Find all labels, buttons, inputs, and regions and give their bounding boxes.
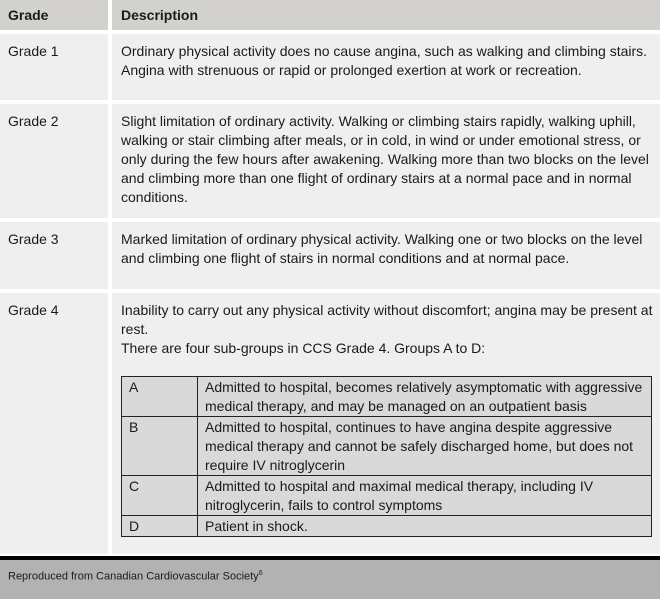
grade-cell: Grade 2: [0, 104, 108, 218]
subgroup-key: B: [122, 417, 198, 476]
subgroup-text: Admitted to hospital, continues to have angina despite aggressive medical therapy and cannot be safely discharged home, but does not require IV nitroglycerin: [198, 417, 652, 476]
subgroup-row: [122, 417, 652, 476]
subgroup-key: A: [122, 377, 198, 417]
table-row: [0, 34, 660, 100]
description-cell: Marked limitation of ordinary physical activity. Walking one or two blocks on the level and climbing one flight of stairs in normal conditions and at normal pace.: [112, 222, 660, 289]
description-cell: [112, 293, 660, 554]
subgroup-text: Admitted to hospital, becomes relatively asymptomatic with aggressive medical therapy, and may be managed on an outpatient basis: [198, 377, 652, 417]
footer-text: Reproduced from Canadian Cardiovascular Society: [8, 570, 259, 583]
subgroup-row: [122, 516, 652, 537]
subgroup-row: [122, 476, 652, 516]
table-row: [0, 104, 660, 218]
table-row: [0, 222, 660, 289]
subgroup-key: C: [122, 476, 198, 516]
subgroup-table: [121, 376, 652, 537]
description-cell: Ordinary physical activity does no cause angina, such as walking and climbing stairs. Angina with strenuous or rapid or prolonged exertion at work or recreation.: [112, 34, 660, 100]
subgroup-key: D: [122, 516, 198, 537]
description-cell: Slight limitation of ordinary activity. Walking or climbing stairs rapidly, walking uphill, walking or stair climbing after meals, or in cold, in wind or under emotional stress, or only during the few hours after awakening. Walking more than two blocks on the level and climbing more than one flight of ordinary stairs at a normal pace and in normal conditions.: [112, 104, 660, 218]
table-header-row: [0, 0, 660, 30]
footer-reference: 6: [258, 570, 263, 577]
subgroup-row: [122, 377, 652, 417]
subgroup-text: Admitted to hospital and maximal medical therapy, including IV nitroglycerin, fails to control symptoms: [198, 476, 652, 516]
grade-cell: Grade 3: [0, 222, 108, 289]
table-row: [0, 293, 660, 554]
header-grade: Grade: [0, 0, 108, 30]
header-description: Description: [112, 0, 660, 30]
grade-cell: Grade 1: [0, 34, 108, 100]
footer-note: [0, 560, 660, 599]
grade4-description: Inability to carry out any physical activity without discomfort; angina may be present at rest.: [121, 302, 653, 337]
subgroup-text: Patient in shock.: [198, 516, 652, 537]
subgroup-intro: There are four sub-groups in CCS Grade 4. Groups A to D:: [121, 340, 486, 356]
grade-cell: Grade 4: [0, 293, 108, 554]
